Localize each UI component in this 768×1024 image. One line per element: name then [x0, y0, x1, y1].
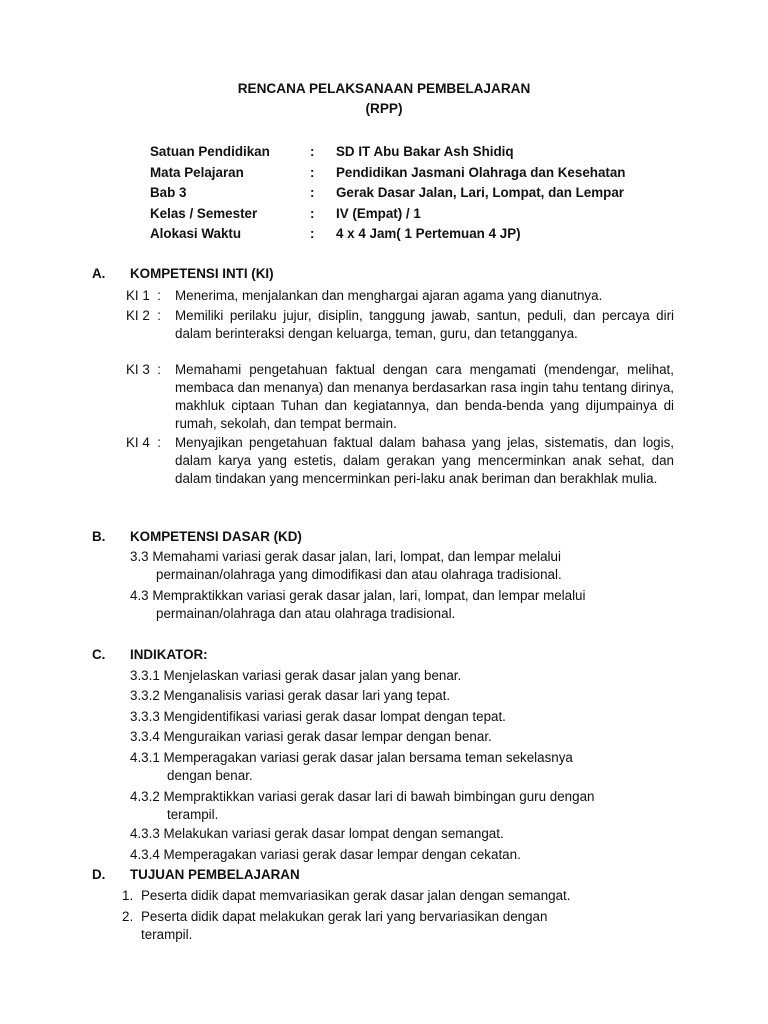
identity-colon: :: [310, 185, 315, 201]
identity-table: [150, 143, 626, 246]
indikator-item: [130, 728, 492, 746]
document-title: RENCANA PELAKSANAAN PEMBELAJARAN: [237, 81, 531, 96]
ki-item: [126, 361, 674, 433]
indikator-text-continued: terampil.: [167, 807, 219, 822]
section-title: KOMPETENSI INTI (KI): [130, 266, 274, 281]
section-title: INDIKATOR:: [130, 647, 208, 662]
ki-text: Memahami pengetahuan faktual dengan cara mengamati (mendengar, melihat, membaca dan menanya) dan menanya berdasarkan rasa ingin tahu tentang dirinya, makhluk ciptaan Tuhan dan kegiatannya, dan benda-benda yang dijumpainya di rumah, sekolah, dan tempat bermain.: [175, 362, 674, 431]
indikator-item: [130, 667, 461, 685]
ki-item: [126, 434, 674, 488]
section-b-heading: [92, 528, 302, 546]
identity-colon: :: [310, 164, 315, 180]
section-title: KOMPETENSI DASAR (KD): [130, 529, 302, 544]
indikator-item: [130, 749, 573, 785]
ki-item: [126, 307, 674, 343]
tujuan-number: 2.: [122, 909, 134, 924]
indikator-item: [130, 788, 594, 824]
kd-text: 3.3 Memahami variasi gerak dasar jalan, lari, lompat, dan lempar melalui: [130, 549, 561, 564]
identity-key: Bab 3: [150, 185, 187, 201]
identity-key: Satuan Pendidikan: [150, 144, 270, 159]
document-subtitle: (RPP): [365, 101, 403, 116]
indikator-text: 4.3.1 Memperagakan variasi gerak dasar jalan bersama teman sekelasnya: [130, 750, 573, 765]
kd-item: [130, 587, 585, 623]
identity-value: 4 x 4 Jam( 1 Pertemuan 4 JP): [336, 226, 521, 242]
ki-text: Menyajikan pengetahuan faktual dalam bahasa yang jelas, sistematis, dan logis, dalam karya yang estetis, dalam gerakan yang mencerminkan anak sehat, dan dalam tindakan yang mencerminkan peri-laku anak beriman dan berakhlak mulia.: [175, 435, 674, 486]
indikator-text: 3.3.2 Menganalisis variasi gerak dasar lari yang tepat.: [130, 688, 451, 703]
indikator-text: 4.3.4 Memperagakan variasi gerak dasar lempar dengan cekatan.: [130, 847, 521, 862]
kd-text-continued: permainan/olahraga yang dimodifikasi dan atau olahraga tradisional.: [156, 567, 562, 582]
indikator-item: [130, 708, 506, 726]
kd-text: 4.3 Mempraktikkan variasi gerak dasar jalan, lari, lompat, dan lempar melalui: [130, 588, 586, 603]
identity-value: IV (Empat) / 1: [336, 205, 421, 221]
identity-value: Gerak Dasar Jalan, Lari, Lompat, dan Lempar: [336, 185, 625, 201]
identity-key: Alokasi Waktu: [150, 226, 242, 242]
indikator-text: 4.3.2 Mempraktikkan variasi gerak dasar lari di bawah bimbingan guru dengan: [130, 789, 595, 804]
tujuan-text: Peserta didik dapat memvariasikan gerak dasar jalan dengan semangat.: [141, 888, 571, 903]
identity-colon: :: [310, 144, 315, 159]
section-a-heading: [92, 265, 274, 283]
indikator-text: 4.3.3 Melakukan variasi gerak dasar lompat dengan semangat.: [130, 826, 504, 841]
identity-colon: :: [310, 226, 315, 242]
identity-row: [150, 205, 626, 226]
ki-item: [126, 287, 674, 305]
section-letter: A.: [92, 266, 106, 281]
indikator-item: [130, 687, 450, 705]
section-d-heading: [92, 866, 300, 884]
ki-label: KI 1 :: [126, 288, 161, 303]
identity-colon: :: [310, 205, 315, 221]
section-c-heading: [92, 646, 208, 664]
tujuan-text: Peserta didik dapat melakukan gerak lari yang bervariasikan dengan: [141, 909, 548, 924]
identity-value: Pendidikan Jasmani Olahraga dan Kesehatan: [336, 164, 626, 180]
indikator-text: 3.3.4 Menguraikan variasi gerak dasar lempar dengan benar.: [130, 729, 492, 744]
indikator-item: [130, 846, 521, 864]
section-letter: C.: [92, 647, 106, 662]
indikator-text: 3.3.3 Mengidentifikasi variasi gerak dasar lompat dengan tepat.: [130, 709, 506, 724]
kd-text-continued: permainan/olahraga dan atau olahraga tradisional.: [156, 606, 456, 621]
tujuan-number: 1.: [122, 888, 134, 903]
identity-key: Kelas / Semester: [150, 205, 258, 221]
ki-label: KI 4 :: [126, 435, 161, 450]
ki-label: KI 2 :: [126, 308, 161, 323]
section-letter: B.: [92, 529, 106, 544]
tujuan-text-continued: terampil.: [141, 927, 193, 942]
indikator-text-continued: dengan benar.: [167, 768, 253, 783]
ki-text: Menerima, menjalankan dan menghargai ajaran agama yang dianutnya.: [175, 288, 603, 303]
identity-key: Mata Pelajaran: [150, 164, 244, 180]
identity-value: SD IT Abu Bakar Ash Shidiq: [336, 144, 514, 159]
identity-row: [150, 225, 626, 246]
indikator-item: [130, 825, 504, 843]
indikator-text: 3.3.1 Menjelaskan variasi gerak dasar jalan yang benar.: [130, 668, 462, 683]
ki-text: Memiliki perilaku jujur, disiplin, tanggung jawab, santun, peduli, dan percaya diri dalam berinteraksi dengan keluarga, teman, guru, dan tetangganya.: [175, 308, 674, 341]
identity-row: [150, 164, 626, 185]
tujuan-item: [141, 908, 547, 944]
tujuan-item: [141, 887, 571, 905]
kd-item: [130, 548, 562, 584]
ki-label: KI 3 :: [126, 362, 161, 377]
section-letter: D.: [92, 867, 106, 882]
section-title: TUJUAN PEMBELAJARAN: [130, 867, 300, 882]
identity-row: [150, 184, 626, 205]
identity-row: [150, 143, 626, 164]
